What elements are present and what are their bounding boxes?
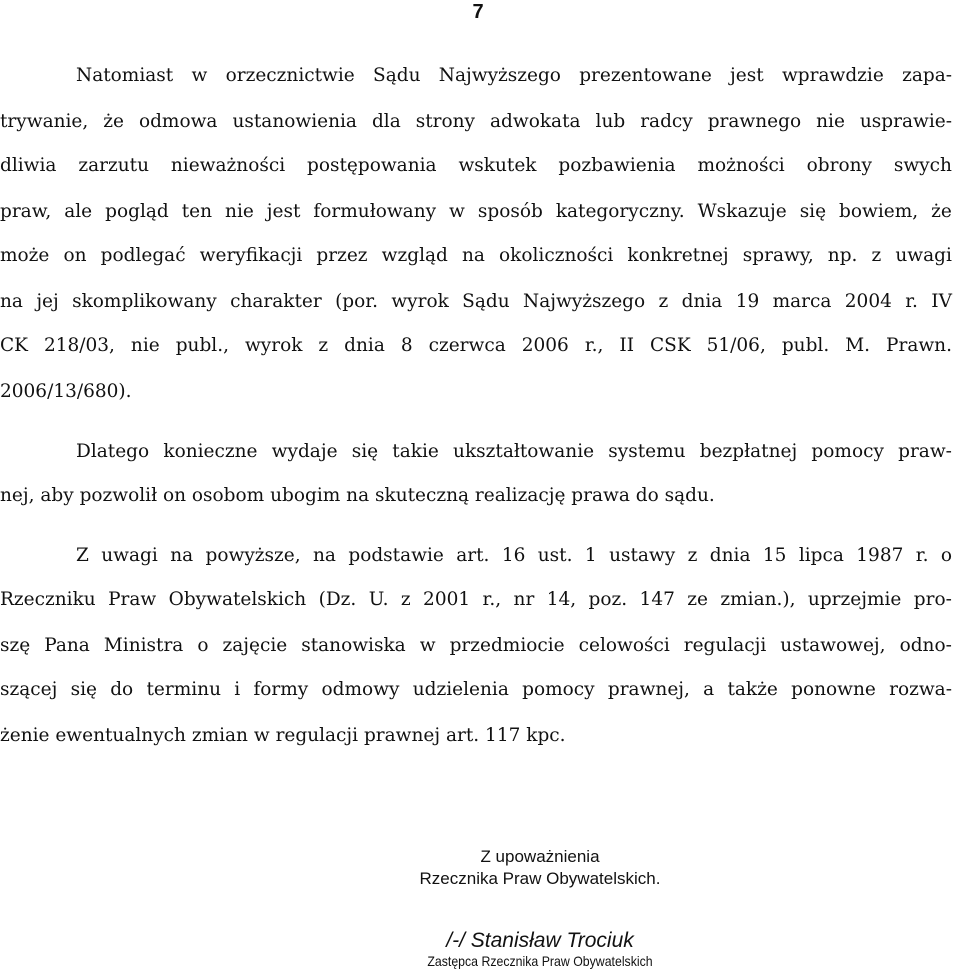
word: wyrok — [244, 335, 303, 356]
signature-block — [330, 846, 750, 972]
word: dnia — [344, 335, 385, 356]
word: sposób — [477, 201, 543, 222]
word: CSK — [650, 335, 691, 356]
word: wyrok — [391, 291, 449, 312]
word: 14, — [546, 589, 577, 610]
word: pogląd — [105, 201, 169, 222]
word: ukształtowanie — [453, 441, 595, 462]
word: odmowy — [321, 679, 400, 700]
word: swych — [893, 155, 952, 176]
word: stanowiska — [301, 635, 406, 656]
word: uwagi — [101, 545, 158, 566]
word: Najwyższego — [438, 65, 561, 86]
text-line — [0, 244, 952, 268]
word: obrony — [806, 155, 872, 176]
word: bezpłatnej — [699, 441, 798, 462]
word: na — [170, 545, 194, 566]
word: ustawy — [609, 545, 676, 566]
text-line — [76, 64, 952, 88]
word: możności — [697, 155, 785, 176]
word: M. — [845, 335, 871, 356]
word: że — [103, 111, 124, 132]
word: ten — [181, 201, 213, 222]
word: pomocy — [811, 441, 884, 462]
word: trywanie, — [0, 111, 89, 132]
word: przedmiocie — [449, 635, 565, 656]
word: w — [419, 635, 436, 656]
word: formy — [253, 679, 309, 700]
word: ze — [687, 589, 708, 610]
word: terminu — [146, 679, 221, 700]
word: o — [197, 635, 209, 656]
word: dnia — [681, 291, 723, 312]
word: Ministra — [103, 635, 184, 656]
word: z — [658, 291, 669, 312]
word: może — [0, 245, 50, 266]
word: uwagi — [895, 245, 952, 266]
word: się — [351, 441, 379, 462]
word: postępowania — [307, 155, 437, 176]
word: formułowany — [313, 201, 437, 222]
word: Sądu — [373, 65, 421, 86]
word: ponowne — [791, 679, 876, 700]
word: 1 — [584, 545, 597, 566]
word: z — [400, 589, 411, 610]
word: praw- — [898, 441, 952, 462]
word: (Dz. — [318, 589, 357, 610]
word: na — [0, 291, 23, 312]
word: usprawie- — [859, 111, 952, 132]
word: nr — [513, 589, 535, 610]
word: uprzejmie — [807, 589, 902, 610]
word: rozwa- — [889, 679, 952, 700]
word: dnia — [709, 545, 751, 566]
word: 19 — [735, 291, 760, 312]
word: konieczne — [163, 441, 258, 462]
word: 147 — [639, 589, 675, 610]
word: zmian.), — [720, 589, 796, 610]
word: wskutek — [458, 155, 537, 176]
word: radcy — [640, 111, 693, 132]
word: a — [703, 679, 715, 700]
word: 16 — [501, 545, 526, 566]
word: dla — [371, 111, 401, 132]
word: zarzutu — [78, 155, 149, 176]
word: CK — [0, 335, 28, 356]
word: ust. — [537, 545, 573, 566]
word: r. — [915, 545, 929, 566]
word: 2004 — [844, 291, 892, 312]
word: Praw — [108, 589, 157, 610]
text-line — [76, 440, 952, 464]
word: praw, — [0, 201, 52, 222]
text-line — [0, 334, 952, 358]
word: 8 — [400, 335, 413, 356]
word: orzecznictwie — [225, 65, 355, 86]
word: publ., — [175, 335, 229, 356]
word: Obywatelskich — [168, 589, 307, 610]
word: IV — [931, 291, 952, 312]
word: takie — [392, 441, 439, 462]
word: nieważności — [170, 155, 286, 176]
word: podlegać — [100, 245, 186, 266]
word: bowiem, — [839, 201, 919, 222]
word: powyższe, — [205, 545, 301, 566]
word: celowości — [578, 635, 670, 656]
word: weryfikacji — [199, 245, 303, 266]
word: wydaje — [271, 441, 338, 462]
word: Pana — [44, 635, 90, 656]
word: regulacji — [683, 635, 767, 656]
word: odno- — [899, 635, 952, 656]
word: pomocy — [522, 679, 595, 700]
word: także — [727, 679, 778, 700]
word: adwokata — [489, 111, 581, 132]
word: kategoryczny. — [555, 201, 685, 222]
word: nie — [225, 201, 254, 222]
word: prawnego — [707, 111, 802, 132]
word: pozbawienia — [558, 155, 676, 176]
word: z — [871, 245, 882, 266]
word: U. — [368, 589, 389, 610]
word: r., — [584, 335, 604, 356]
word: 51/06, — [706, 335, 766, 356]
word: lub — [595, 111, 626, 132]
word: lipca — [798, 545, 844, 566]
word: podstawie — [348, 545, 444, 566]
word: wprawdzie — [781, 65, 884, 86]
word: systemu — [608, 441, 686, 462]
word: Sądu — [462, 291, 510, 312]
word: jest — [266, 201, 301, 222]
text-line — [0, 110, 952, 134]
word: odmowa — [138, 111, 218, 132]
word: Dlatego — [76, 441, 150, 462]
word: pro- — [913, 589, 952, 610]
signed-name: /-/ Stanisław Trociuk — [446, 929, 634, 952]
word: 1987 — [856, 545, 904, 566]
word: w — [449, 201, 465, 222]
word: Rzeczniku — [0, 589, 96, 610]
word: udzielenia — [412, 679, 509, 700]
word: Natomiast — [76, 65, 174, 86]
word: Wskazuje — [697, 201, 787, 222]
word: dliwia — [0, 155, 57, 176]
word: strony — [415, 111, 475, 132]
text-line — [76, 544, 952, 568]
word: i — [234, 679, 241, 700]
word: r., — [482, 589, 502, 610]
text-line: żenie ewentualnych zmian w regulacji prawnej art. 117 kpc. — [0, 725, 566, 746]
word: publ. — [781, 335, 830, 356]
word: (por. — [335, 291, 378, 312]
word: z — [318, 335, 329, 356]
word: zajęcie — [222, 635, 288, 656]
word: ustanowienia — [232, 111, 357, 132]
word: w — [191, 65, 208, 86]
word: nie — [816, 111, 845, 132]
word: marca — [772, 291, 832, 312]
word: do — [110, 679, 134, 700]
word: r. — [905, 291, 918, 312]
word: np. — [827, 245, 858, 266]
word: 2006 — [521, 335, 569, 356]
word: na — [461, 245, 485, 266]
word: ale — [64, 201, 93, 222]
word: wzgląd — [381, 245, 448, 266]
word: się — [799, 201, 827, 222]
word: o — [940, 545, 952, 566]
word: Z — [76, 545, 89, 566]
word: zapa- — [902, 65, 952, 86]
word: przez — [316, 245, 368, 266]
text-line: nej, aby pozwolił on osobom ubogim na skuteczną realizację prawa do sądu. — [0, 485, 715, 506]
word: prawnej, — [607, 679, 690, 700]
word: czerwca — [428, 335, 506, 356]
page-number: 7 — [472, 1, 484, 23]
signer-title: Zastępca Rzecznika Praw Obywatelskich — [427, 953, 653, 969]
text-line: 2006/13/680). — [0, 381, 132, 402]
word: on — [63, 245, 87, 266]
word: się — [70, 679, 97, 700]
text-line — [0, 634, 952, 658]
authority-line: Z upoważnienia — [480, 847, 600, 866]
word: okoliczności — [499, 245, 614, 266]
word: konkretnej — [627, 245, 729, 266]
word: 218/03, — [43, 335, 115, 356]
word: poz. — [588, 589, 628, 610]
word: prezentowane — [579, 65, 712, 86]
text-line — [0, 678, 952, 702]
word: z — [687, 545, 698, 566]
word: szę — [0, 635, 31, 656]
word: art. — [456, 545, 490, 566]
word: że — [931, 201, 952, 222]
word: jest — [730, 65, 764, 86]
authority-line: Rzecznika Praw Obywatelskich. — [419, 869, 661, 888]
word: szącej — [0, 679, 58, 700]
word: na — [313, 545, 336, 566]
text-line — [0, 200, 952, 224]
word: 15 — [762, 545, 787, 566]
word: charakter — [230, 291, 322, 312]
word: jej — [36, 291, 59, 312]
text-line — [0, 588, 952, 612]
word: skomplikowany — [72, 291, 217, 312]
word: Prawn. — [886, 335, 952, 356]
text-line — [0, 290, 952, 314]
text-line — [0, 154, 952, 178]
word: nie — [130, 335, 160, 356]
word: sprawy, — [742, 245, 814, 266]
word: 2001 — [423, 589, 471, 610]
word: Najwyższego — [523, 291, 646, 312]
word: ustawowej, — [780, 635, 886, 656]
word: II — [619, 335, 635, 356]
